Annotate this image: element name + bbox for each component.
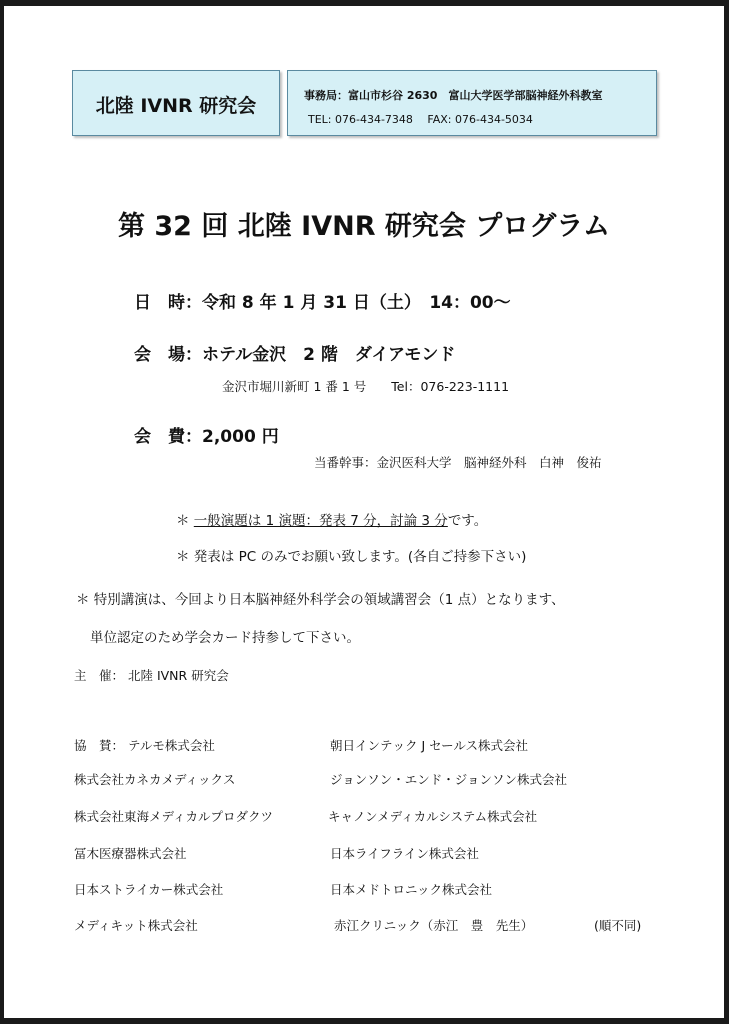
sponsor-left: 日本ストライカー株式会社 (74, 882, 224, 897)
sponsor-left: 株式会社カネカメディックス (74, 772, 236, 787)
sponsor-right: 日本ライフライン株式会社 (330, 846, 479, 861)
document-page (4, 6, 724, 1018)
sponsor-right: キャノンメディカルシステム株式会社 (328, 809, 538, 824)
event-venue: 会 場：ホテル金沢 2 階 ダイアモンド (134, 345, 456, 365)
sponsor-left: メディキット株式会社 (74, 918, 198, 933)
venue-address: 金沢市堀川新町 1 番 1 号 Tel：076-223-1111 (222, 379, 510, 394)
note-member-card: 単位認定のため学会カード持参して下さい。 (90, 630, 360, 646)
order-note: (順不同) (594, 918, 642, 933)
organizer: 当番幹事：金沢医科大学 脳神経外科 白神 俊祐 (314, 455, 602, 470)
org-name-box (72, 70, 280, 136)
sponsor-left: 協 賛： テルモ株式会社 (74, 738, 215, 753)
org-name: 北陸 IVNR 研究会 (95, 95, 257, 117)
sponsor-right: 赤江クリニック（赤江 豊 先生） (334, 918, 534, 933)
office-address: 事務局：富山市杉谷 2630 富山大学医学部脳神経外科教室 (304, 89, 603, 102)
note-underlined: 一般演題は 1 演題：発表 7 分，討論 3 分 (193, 513, 448, 529)
sponsor-right: 朝日インテック J セールス株式会社 (330, 738, 529, 753)
note-suffix: です。 (447, 513, 488, 529)
office-box (287, 70, 657, 136)
sponsor-left: 冨木医療器株式会社 (74, 846, 187, 861)
note-special-lecture: ＊ 特別講演は、今回より日本脳神経外科学会の領域講習会（1 点）となります、 (76, 592, 565, 608)
event-datetime: 日 時：令和 8 年 1 月 31 日（土） 14：00〜 (134, 293, 511, 313)
sponsor-right: ジョンソン・エンド・ジョンソン株式会社 (330, 772, 568, 787)
note-pc-only: ＊ 発表は PC のみでお願い致します。(各自ご持参下さい) (176, 549, 527, 565)
event-fee: 会 費：2,000 円 (134, 427, 279, 447)
sponsor-left: 株式会社東海メディカルプロダクツ (74, 809, 274, 824)
sponsor-right: 日本メドトロニック株式会社 (330, 882, 493, 897)
note-prefix: ＊ (176, 513, 194, 529)
page-title: 第 32 回 北陸 IVNR 研究会 プログラム (117, 211, 611, 242)
office-contact: TEL: 076-434-7348 FAX: 076-434-5034 (308, 113, 533, 126)
host: 主 催： 北陸 IVNR 研究会 (74, 668, 229, 683)
note-presentation-time (176, 509, 487, 529)
